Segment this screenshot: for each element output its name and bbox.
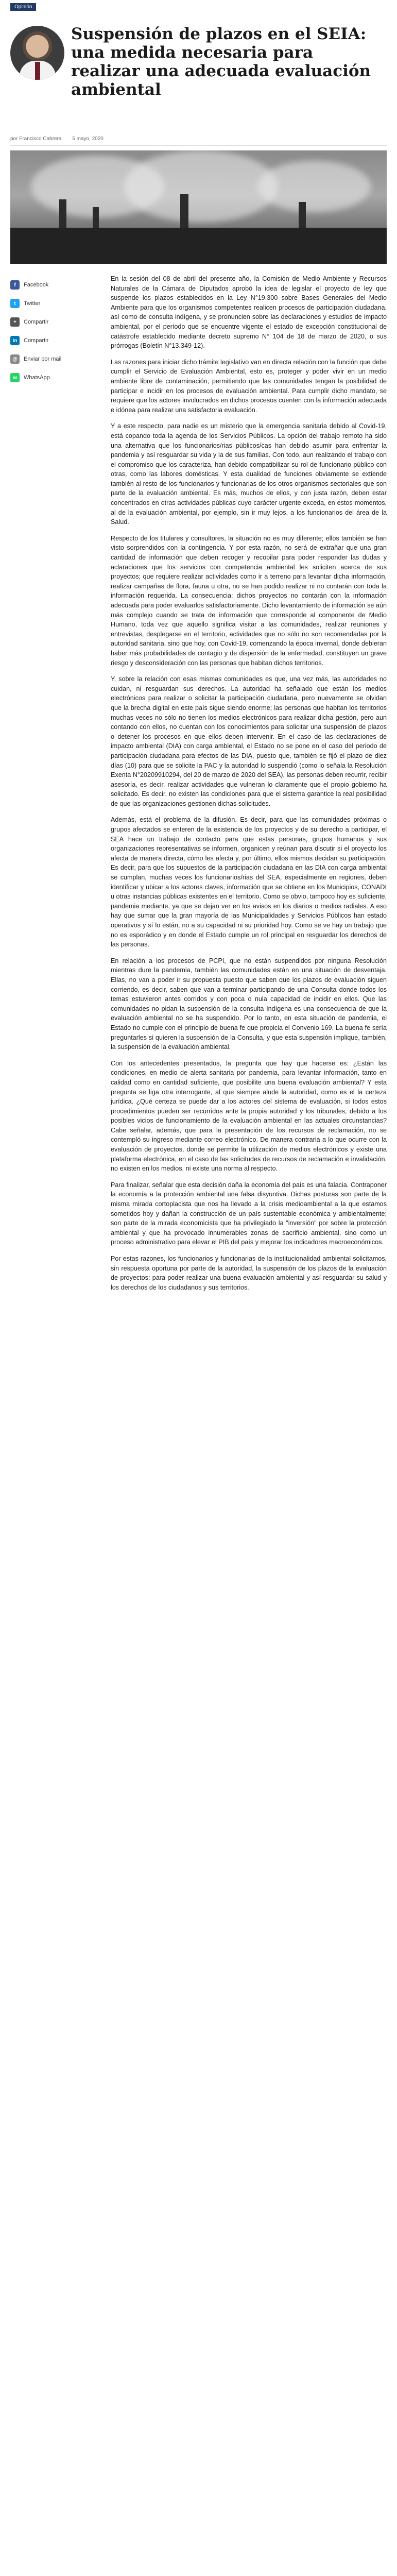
share-label: Enviar por mail [24, 356, 62, 362]
author-avatar [10, 26, 64, 80]
hero-image [10, 150, 387, 264]
paragraph: Con los antecedentes presentados, la pregunta que hay que hacerse es: ¿Están las condiciones, en medio de alerta sanitaria por pandemia, para levantar información, tanto en calidad como en cantidad suficiente, que posibilite una buena evaluación ambiental? Y esta pregunta se liga otra interrogante, al que siempre alude la autoridad, como es el la certeza jurídica. ¿Qué certeza se puede dar a los actores del sistema de evaluación, si todos estos procedimientos pueden ser recurridos ante la propia autoridad y los tribunales, debido a los posibles vicios de funcionamiento de la evaluación ambiental en las actuales circunstancias? Cabe señalar, además, que para la presentación de los recursos de reclamación, no se contempló su ingreso mediante correo electrónico. De manera contraria a lo que ocurre con la evaluación de proyectos, donde se permite la utilización de medios electrónicos y existe una plataforma electrónica, en el caso de las solicitudes de recursos de reclamación e invalidación, no existen en los medios, ni existe una norma al respecto. [111, 1059, 387, 1173]
author-name[interactable]: por Francisco Cabrera [10, 136, 62, 142]
section-tag[interactable]: Opinión [10, 3, 36, 11]
share-item-whatsapp[interactable] [10, 371, 95, 384]
share-item-twitter[interactable] [10, 297, 95, 310]
page-title: Suspensión de plazos en el SEIA: una medida necesaria para realizar una adecuada evaluación ambiental [71, 25, 371, 99]
share-label: WhatsApp [24, 375, 50, 381]
paragraph: En relación a los procesos de PCPI, que no están suspendidos por ninguna Resolución mientras dure la pandemia, también las comunidades están en una situación de desventaja. Ellas, no van a poder ir su propuesta puesto que saben que los plazos de evaluación siguen corriendo, es decir, saben que van a terminar participando de una Consulta donde todos los temas estuvieron antes corridos y con poca o nula capacidad de incidir en ellos. Que las comunidades no pidan la suspensión de la consulta Indígena es una consecuencia de que la evaluación ambiental no se ha suspendido. Por lo tanto, en esta situación de pandemia, el Estado no cumple con el principio de buena fe que propicia el Convenio 169. La buena fe sería preguntarles si quieren la suspensión de la Consulta, y que esta suspensión implique, también, la suspensión de la evaluación ambiental. [111, 957, 387, 1051]
byline [10, 136, 113, 142]
paragraph: Respecto de los titulares y consultores, la situación no es muy diferente; ellos también se han visto sorprendidos con la contingencia. Y por esta razón, no será de extrañar que una gran cantidad de información que deben recoger y recopilar para poder responder las dudas y aclaraciones que los servicios con competencia ambiental les soliciten acerca de sus proyectos; que requiere realizar actividades como ir a terreno para levantar dicha información, realizar campañas de flora, fauna u otra, no se han podido realizar ni no contarán con toda la información requerida. La consecuencia: dichos proyectos no contarán con la información adecuada para poder evaluarlos satisfactoriamente. Dicho levantamiento de información se aún más complejo cuando se trata de información que corresponde al componente de Medio Humano, toda vez que aquello significa visitar a las comunidades, realizar reuniones y entrevistas, desplegarse en el territorio, actividades que no sólo no son recomendadas por la autoridad sanitaria, sino que hoy, con Covid-19, comenzando la época invernal, donde debieran haber más probabilidades de contagio y de dispersión de la enfermedad, constituyen un grave riesgo y desconsideración con las personas que habitan dichos territorios. [111, 534, 387, 667]
paragraph: Las razones para iniciar dicho trámite legislativo van en directa relación con la función que debe cumplir el Servicio de Evaluación Ambiental, esto es, proteger y poder vivir en un medio ambiente libre de contaminación, permitiendo que las comunidades tengan la posibilidad de participar e incidir en los procesos de evaluación ambiental. Para cumplir dicho mandato, se requiere que los actores involucrados en dichos procesos cuenten con la información adecuada e idónea para realizar una satisfactoria evaluación. [111, 358, 387, 414]
paragraph: Por estas razones, los funcionarios y funcionarias de la institucionalidad ambiental solicitamos, sin respuesta oportuna por parte de la autoridad, la suspensión de los plazos de la evaluación de proyectos: para poder realizar una buena evaluación ambiental y así resguardar su salud y los derechos de los ciudadanos y sus territorios. [111, 1255, 387, 1291]
share-label: Compartir [24, 337, 49, 344]
share-label: Facebook [24, 282, 49, 288]
share-item-facebook[interactable] [10, 278, 95, 292]
whatsapp-icon: w [10, 373, 20, 382]
share-label: Compartir [24, 319, 49, 325]
paragraph: Además, está el problema de la difusión. Es decir, para que las comunidades próximas o grupos afectados se enteren de la existencia de los proyectos y de su derecho a participar, el SEA hace un trabajo de contacto para que estas personas, grupos humanos y sus organizaciones representativas se informen, organicen y reúnan para discutir si el proyecto los afecta de manera directa, cómo les afecta y, por último, ellos mismos decidan su participación. Es decir, para que los supuestos de la participación ciudadana en las DIA con carga ambiental se cumplan, muchas veces los funcionarios/rias del SEA, especialmente en regiones, deben identificar y ubicar a los actores claves, información que se obtiene en los Municipios, CONADI u otras instancias públicas existentes en el territorio. Como se obvio, tampoco hoy es suficiente, pandemia mediante, ya que se dejan ver en los avisos en los diarios o medios radiales. A eso hay que sumar que la gran mayoría de las Municipalidades y Servicios Públicos han estado operativos y sí lo están, no a su capacidad ni su prioridad hoy. Como se ve hay un trabajo que no es esporádico y en donde el Estado cumple un rol principal en resguardar los derechos de las personas. [111, 816, 387, 948]
paragraph: En la sesión del 08 de abril del presente año, la Comisión de Medio Ambiente y Recursos Naturales de la Cámara de Diputados aprobó la idea de legislar el proyecto de ley que suspende los plazos establecidos en la Ley N°19.300 sobre Bases Generales del Medio Ambiente para que los organismos competentes realicen procesos de participación ciudadana, así como de consulta indígena, y se pronuncien sobre las declaraciones y estudios de impacto ambiental, por el período que se encuentre vigente el estado de excepción constitucional de catástrofe establecido mediante decreto supremo N° 104 de 18 de marzo de 2020, o sus prórrogas (Boletín N°13.349-12). [111, 275, 387, 350]
divider [10, 145, 387, 146]
share-bar [10, 278, 95, 389]
paragraph: Y a este respecto, para nadie es un misterio que la emergencia sanitaria debido al Covid-19, está copando toda la agenda de los Servicios Públicos. La opción del trabajo remoto ha sido una alternativa que los funcionarios/rias públicos/cas han debido asumir para enfrentar la pandemia y así resguardar su vida y la de sus familias. Con todo, aun realizando el trabajo con el compromiso que los caracteriza, han debido compatibilizar su rol de funcionario público con otras, como las labores domésticas. Y esta dualidad de funciones obviamente se extiende también al resto de los funcionarios y funcionarias de los otros organismos sectoriales que son parte de la evaluación ambiental. Es más, muchos de ellos, y con justa razón, deben estar concentrados en otras actividades públicas cuyo carácter urgente exceda, en estos momentos, al de la evaluación ambiental, por ejemplo, sin ir muy lejos, a los funcionarios del área de la Salud. [111, 422, 387, 526]
share-item-share[interactable] [10, 315, 95, 329]
twitter-icon: t [10, 299, 20, 308]
paragraph: Para finalizar, señalar que esta decisión daña la economía del país es una falacia. Contraponer la economía a la protección ambiental una falsa disyuntiva. Dichas posturas son parte de la misma mirada cortoplacista que nos ha llevado a la crisis medioambiental a la que estamos sometidos hoy y dañan la construcción de un país sustentable económica y ambientalmente; son parte de la mirada economicista que ha privilegiado la "inversión" por sobre la protección ambiental y que ha provocado innumerables zonas de sacrificio ambiental, sino como un proceso administrativo para elevar el PIB del país y mejorar los indicadores macroeconómicos. [111, 1181, 387, 1246]
paragraph: Y, sobre la relación con esas mismas comunidades es que, una vez más, las autoridades no cuidan, ni resguardan sus derechos. La autoridad ha señalado que están los medios electrónicos para realizar o solicitar la participación ciudadana, pero nuevamente se olvidan que la brecha digital en este país sigue siendo enorme; las personas que habitan los territorios muchas veces no sólo no tienen los medios electrónicos para realizar dicha gestión, pero aun contando con ellos, no cuentan con los conocimientos para solicitar una suspensión de plazos o detener los procesos en que ellos deben intervenir. En el caso de las declaraciones de impacto ambiental (DIA) con carga ambiental, el Estado no se pone en el caso del periodo de participación ciudadana para efectos de las DIA, puesto que, también se fijó el plazo de diez días (10) para que se solicite la PAC y la autoridad lo suspendió (como lo señala la Resolución Exenta N°20209910294, del 20 de marzo de 2020 del SEA), las personas deben recurrir, recibir asesoría, es decir, realizar actividades que vulneran lo claramente que el propio gobierno ha solicitado. Es decir, no existen las condiciones para que el sistema garantice la real posibilidad de que las organizaciones gestionen dichas solicitudes. [111, 675, 387, 807]
share-item-linkedin[interactable] [10, 334, 95, 347]
share-label: Twitter [24, 300, 41, 307]
article-body [111, 274, 387, 1299]
facebook-icon: f [10, 280, 20, 290]
share-item-mail[interactable] [10, 352, 95, 366]
article-header [10, 15, 387, 131]
mail-icon: @ [10, 354, 20, 364]
linkedin-icon: in [10, 336, 20, 345]
publish-date: 5 mayo, 2020 [72, 136, 103, 142]
share-icon: + [10, 317, 20, 327]
